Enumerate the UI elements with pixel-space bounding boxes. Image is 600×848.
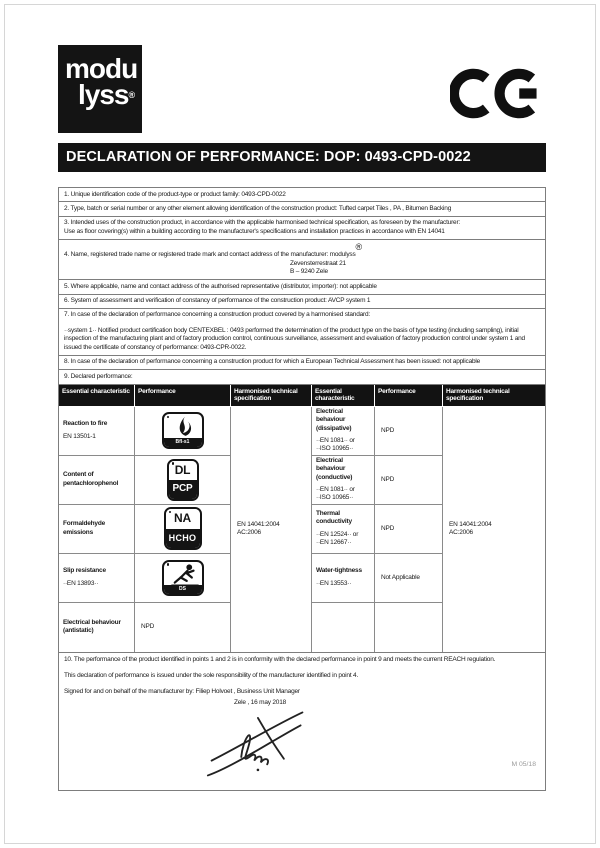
table-cell-performance-water: Not Applicable (375, 554, 443, 603)
registered-trademark-symbol: ® (355, 242, 363, 253)
item-4-line1: 4. Name, registered trade name or registered trade mark and contact address of the manufacturer: modulyss® (64, 242, 363, 259)
modulyss-logo (58, 45, 142, 133)
table-cell-water-tightness: Water-tightness ··EN 13553·· (312, 554, 375, 603)
document-page (4, 4, 596, 844)
item-3-line2: Use as floor covering(s) within a building according to the manufacturer's specifications and installation practices in accordance with EN 14041 (64, 227, 445, 235)
declared-performance-table (58, 384, 546, 653)
table-cell-performance-hcho (135, 505, 231, 554)
table-cell-performance-fire (135, 407, 231, 456)
manufacturer-address-line2: B – 9240 Zele (290, 268, 328, 276)
table-cell-right-specification: EN 14041:2004 AC:2006 (449, 520, 492, 537)
dl-label: DL (169, 461, 197, 480)
picto-corner-dot (169, 511, 172, 514)
item-8-european-technical-assessment: 8. In case of the declaration of performance concerning a construction product for which a European Technical Assessment has been issued: not applicable (58, 355, 546, 370)
document-code: M 05/18 (511, 760, 536, 768)
declaration-items (58, 187, 546, 385)
signed-by-line: Signed for and on behalf of the manufacturer by: Filiep Holvoet , Business Unit Manager (64, 688, 300, 696)
column-header-performance: Performance (375, 385, 443, 407)
document-title: DECLARATION OF PERFORMANCE: DOP: 0493-CPD-0022 (58, 143, 546, 172)
item-2-type-batch: 2. Type, batch or serial number or any other element allowing identification of the construction product: Tufted carpet Tiles , PA , Bitumen Backing (58, 201, 546, 216)
ce-mark-icon (450, 65, 546, 127)
table-cell-performance-conductive: NPD (375, 456, 443, 505)
manufacturer-address-line1: Zevensterrestraat 21 (290, 259, 346, 267)
item-7-notified-body-paragraph: ··system 1·· Notified product certification body CENTEXBEL : 0493 performed the determination of the product type on the basis of type testing (including sampling), initial inspection of the manufacturing plant and of factory production control, continuous surveillance, assessment and evaluation of factory production control under system 1 and issued the certificate of constancy of performance: 0493-CPR-0022. (64, 326, 525, 351)
signature-image (205, 705, 309, 784)
item-4-manufacturer (58, 239, 546, 280)
logo-text-line1: modu (65, 53, 138, 84)
na-hcho-icon (164, 507, 202, 550)
ds-label: DS (164, 585, 202, 594)
column-header-performance: Performance (135, 385, 231, 407)
item-1-identification-code: 1. Unique identification code of the product-type or product family: 0493-CPD-0022 (58, 187, 546, 202)
na-label: NA (166, 509, 200, 529)
fire-class-label: Bfl-s1 (164, 438, 202, 447)
item-5-authorised-representative: 5. Where applicable, name and contact address of the authorised representative (distributor, importer): not applicable (58, 279, 546, 294)
table-cell-formaldehyde: Formaldehyde emissions (59, 505, 135, 554)
table-cell-empty (312, 603, 375, 652)
table-cell-performance-pcp (135, 456, 231, 505)
table-cell-reaction-to-fire: Reaction to fire EN 13501-1 (59, 407, 135, 456)
picto-corner-dot (172, 462, 175, 465)
pcp-label: PCP (169, 480, 197, 499)
item-6-avcp-system: 6. System of assessment and verification of constancy of performance of the construction product: AVCP system 1 (58, 294, 546, 309)
slip-resistance-icon (162, 560, 204, 596)
registered-trademark-symbol: ® (128, 89, 136, 100)
table-cell-performance-empty (375, 603, 443, 652)
column-header-essential-characteristic: Essential characteristic (312, 385, 375, 407)
conformity-statement: 10. The performance of the product identified in points 1 and 2 is in conformity with the declared performance in point 9 and meets the current REACH regulation. (64, 655, 496, 663)
item-3-line1: 3. Intended uses of the construction product, in accordance with the applicable harmonised technical specification, as foreseen by the manufacturer: (64, 219, 461, 227)
document-header (58, 41, 546, 143)
table-cell-left-specification: EN 14041:2004 AC:2006 (231, 407, 312, 652)
place-date-line: Zele , 16 may 2018 (234, 698, 287, 706)
item-7-harmonised-standard (58, 308, 546, 356)
hcho-label: HCHO (166, 529, 200, 549)
conformity-statement-box (58, 652, 546, 791)
table-cell-slip-resistance: Slip resistance ··EN 13893·· (59, 554, 135, 603)
item-9-declared-performance: 9. Declared performance: (58, 369, 546, 384)
fire-rating-icon (162, 412, 204, 449)
table-cell-conductive: Electrical behaviour (conductive) ··EN 1081·· or ··ISO 10965·· (312, 456, 375, 505)
table-cell-performance-dissipative: NPD (375, 407, 443, 456)
item-3-intended-uses (58, 216, 546, 240)
column-header-essential-characteristic: Essential characteristic (59, 385, 135, 407)
table-cell-thermal-conductivity: Thermal conductivity ··EN 12524·· or ··EN 12667·· (312, 505, 375, 554)
column-header-harmonised-specification: Harmonised technical specification (443, 385, 545, 407)
item-7-line1: 7. In case of the declaration of performance concerning a construction product covered by a harmonised standard: (64, 311, 371, 319)
column-header-harmonised-specification: Harmonised technical specification (231, 385, 312, 407)
table-cell-performance-antistatic: NPD (135, 603, 231, 652)
table-cell-performance-slip (135, 554, 231, 603)
responsibility-statement: This declaration of performance is issued under the sole responsibility of the manufacturer identified in point 4. (64, 672, 359, 679)
table-cell-pentachlorophenol: Content of pentachlorophenol (59, 456, 135, 505)
dl-pcp-icon (167, 459, 199, 501)
table-cell-performance-thermal: NPD (375, 505, 443, 554)
table-cell-dissipative: Electrical behaviour (dissipative) ··EN 1081·· or ··ISO 10965·· (312, 407, 375, 456)
logo-text-line2: lyss® (78, 78, 136, 110)
document-content (58, 41, 546, 791)
table-cell-antistatic: Electrical behaviour (antistatic) (59, 603, 135, 652)
